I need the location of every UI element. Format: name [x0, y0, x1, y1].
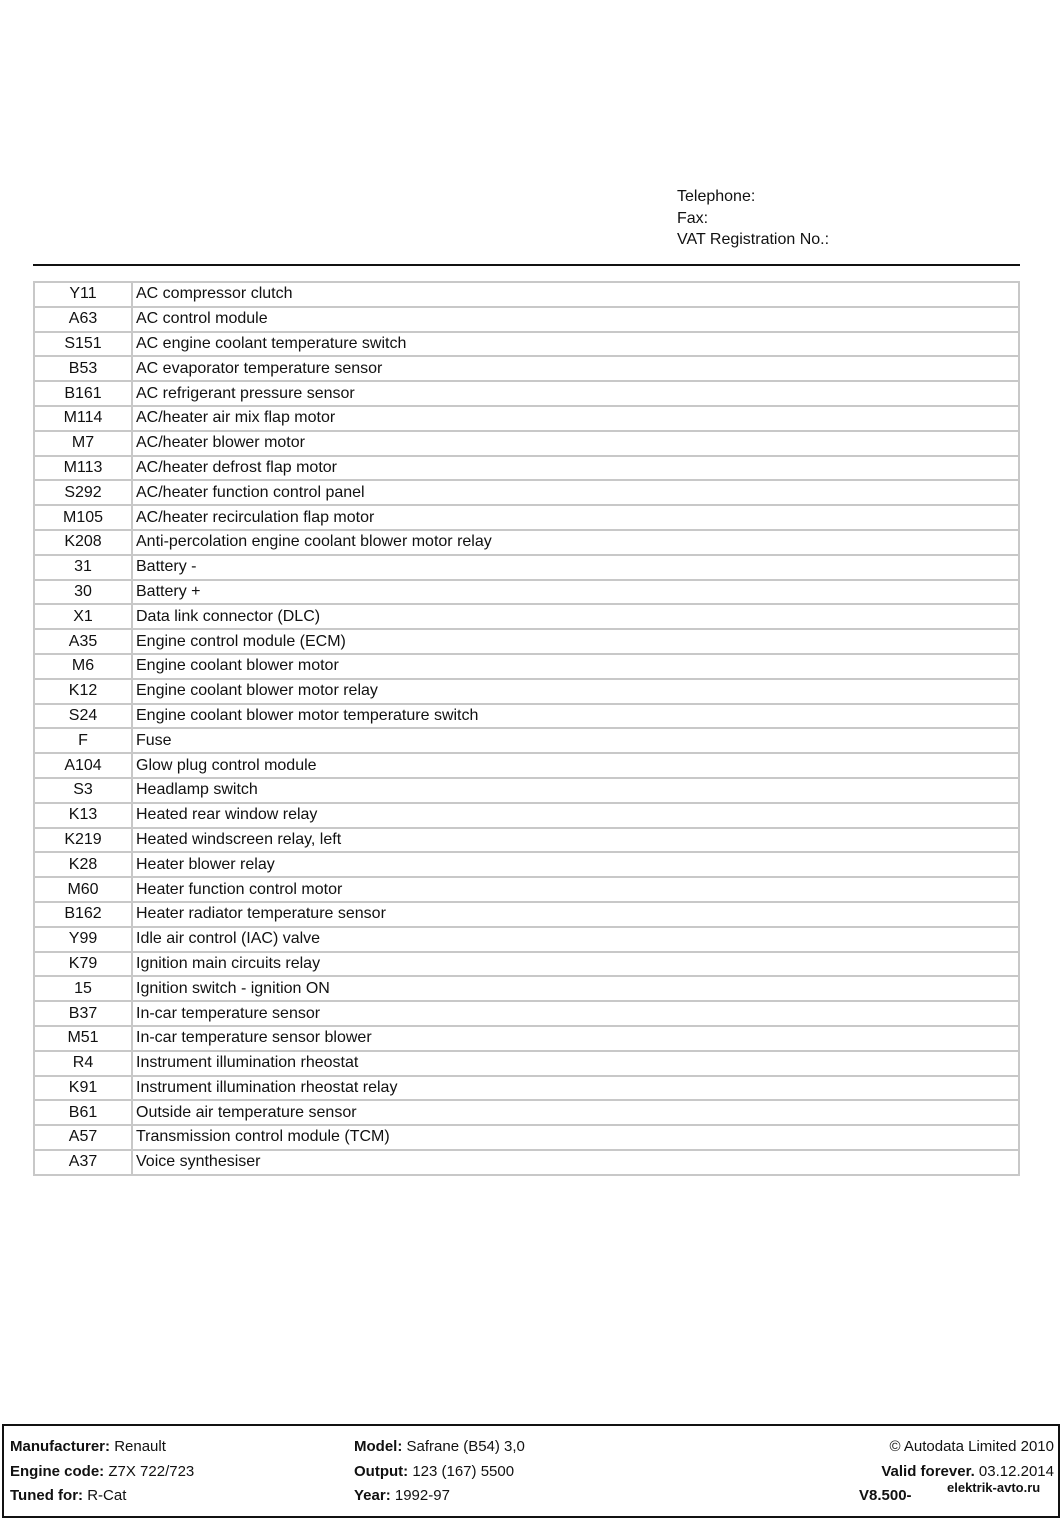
component-code: M105 — [34, 505, 132, 530]
valid-date: 03.12.2014 — [978, 1463, 1054, 1480]
legend-row — [34, 356, 1019, 381]
component-code: A37 — [34, 1150, 132, 1175]
year-value: 1992-97 — [394, 1487, 450, 1504]
component-code: B61 — [34, 1100, 132, 1125]
component-code: R4 — [34, 1051, 132, 1076]
model-line — [354, 1438, 525, 1455]
legend-row — [34, 505, 1019, 530]
component-code: S151 — [34, 332, 132, 357]
component-description: Heater blower relay — [132, 852, 1019, 877]
telephone-label: Telephone: — [677, 188, 756, 205]
legend-row — [34, 629, 1019, 654]
component-description: Engine control module (ECM) — [132, 629, 1019, 654]
component-code: S24 — [34, 704, 132, 729]
component-code: M60 — [34, 877, 132, 902]
component-description: Glow plug control module — [132, 753, 1019, 778]
site-watermark: elektrik-avto.ru — [947, 1480, 1041, 1495]
model-label: Model: — [354, 1438, 403, 1455]
component-code: K91 — [34, 1076, 132, 1101]
tuned-for-line — [10, 1487, 126, 1504]
component-description: Battery + — [132, 580, 1019, 605]
legend-row — [34, 332, 1019, 357]
contact-block — [677, 186, 829, 251]
tuned-for-value: R-Cat — [87, 1487, 127, 1504]
engine-code-value: Z7X 722/723 — [108, 1463, 195, 1480]
legend-row — [34, 803, 1019, 828]
component-code: K28 — [34, 852, 132, 877]
component-description: Ignition switch - ignition ON — [132, 976, 1019, 1001]
component-description: Anti-percolation engine coolant blower motor relay — [132, 530, 1019, 555]
copyright-line — [889, 1438, 1054, 1455]
component-code: B162 — [34, 902, 132, 927]
engine-code-label: Engine code: — [10, 1463, 105, 1480]
component-code: X1 — [34, 604, 132, 629]
year-label: Year: — [354, 1487, 391, 1504]
manufacturer-line — [10, 1438, 166, 1455]
component-description: AC refrigerant pressure sensor — [132, 381, 1019, 406]
legend-row — [34, 679, 1019, 704]
component-code: K13 — [34, 803, 132, 828]
component-description: Voice synthesiser — [132, 1150, 1019, 1175]
component-code: F — [34, 728, 132, 753]
legend-row — [34, 604, 1019, 629]
legend-row — [34, 654, 1019, 679]
legend-row — [34, 307, 1019, 332]
legend-row — [34, 480, 1019, 505]
legend-row — [34, 1150, 1019, 1175]
legend-row — [34, 1051, 1019, 1076]
component-code: K208 — [34, 530, 132, 555]
component-code: M51 — [34, 1026, 132, 1051]
component-description: Engine coolant blower motor — [132, 654, 1019, 679]
component-description: Headlamp switch — [132, 778, 1019, 803]
component-description: Heated rear window relay — [132, 803, 1019, 828]
component-code: 15 — [34, 976, 132, 1001]
component-description: AC compressor clutch — [132, 282, 1019, 307]
fax-label: Fax: — [677, 209, 709, 227]
legend-row — [34, 704, 1019, 729]
legend-row — [34, 555, 1019, 580]
legend-row — [34, 1026, 1019, 1051]
legend-row — [34, 828, 1019, 853]
component-description: In-car temperature sensor blower — [132, 1026, 1019, 1051]
component-code: Y11 — [34, 282, 132, 307]
valid-line — [881, 1463, 1054, 1480]
legend-row — [34, 852, 1019, 877]
component-code: A35 — [34, 629, 132, 654]
component-description: AC/heater blower motor — [132, 431, 1019, 456]
component-code: M6 — [34, 654, 132, 679]
legend-row — [34, 927, 1019, 952]
legend-row — [34, 902, 1019, 927]
component-legend-table — [33, 281, 1020, 1176]
engine-code-line — [10, 1463, 194, 1480]
component-code: S292 — [34, 480, 132, 505]
vat-registration-label: VAT Registration No.: — [677, 231, 830, 248]
version-label: V8.500- — [859, 1487, 912, 1504]
component-description: AC engine coolant temperature switch — [132, 332, 1019, 357]
component-code: K79 — [34, 952, 132, 977]
manufacturer-value: Renault — [114, 1438, 166, 1455]
legend-row — [34, 431, 1019, 456]
year-line — [354, 1487, 450, 1504]
component-code: B37 — [34, 1001, 132, 1026]
tuned-for-label: Tuned for: — [10, 1487, 84, 1504]
legend-row — [34, 282, 1019, 307]
component-description: AC control module — [132, 307, 1019, 332]
legend-row — [34, 1100, 1019, 1125]
component-description: AC/heater function control panel — [132, 480, 1019, 505]
legend-row — [34, 1076, 1019, 1101]
legend-row — [34, 456, 1019, 481]
legend-row — [34, 877, 1019, 902]
legend-row — [34, 381, 1019, 406]
component-code: K219 — [34, 828, 132, 853]
legend-row — [34, 952, 1019, 977]
legend-row — [34, 728, 1019, 753]
component-description: In-car temperature sensor — [132, 1001, 1019, 1026]
output-label: Output: — [354, 1463, 409, 1480]
component-description: AC evaporator temperature sensor — [132, 356, 1019, 381]
model-value: Safrane (B54) 3,0 — [406, 1438, 525, 1455]
component-description: Transmission control module (TCM) — [132, 1125, 1019, 1150]
copyright-text: © Autodata Limited 2010 — [889, 1438, 1054, 1455]
component-code: M114 — [34, 406, 132, 431]
component-description: Engine coolant blower motor temperature switch — [132, 704, 1019, 729]
component-description: AC/heater air mix flap motor — [132, 406, 1019, 431]
component-code: 31 — [34, 555, 132, 580]
component-description: Engine coolant blower motor relay — [132, 679, 1019, 704]
legend-row — [34, 530, 1019, 555]
component-code: A57 — [34, 1125, 132, 1150]
version-line — [859, 1487, 912, 1504]
component-code: A63 — [34, 307, 132, 332]
footer-info-box — [2, 1424, 1060, 1518]
component-description: AC/heater defrost flap motor — [132, 456, 1019, 481]
component-description: Heater function control motor — [132, 877, 1019, 902]
component-code: B161 — [34, 381, 132, 406]
component-code: M113 — [34, 456, 132, 481]
component-description: Instrument illumination rheostat relay — [132, 1076, 1019, 1101]
component-code: K12 — [34, 679, 132, 704]
component-code: S3 — [34, 778, 132, 803]
component-description: Heated windscreen relay, left — [132, 828, 1019, 853]
legend-row — [34, 976, 1019, 1001]
legend-row — [34, 580, 1019, 605]
component-description: Ignition main circuits relay — [132, 952, 1019, 977]
component-description: Data link connector (DLC) — [132, 604, 1019, 629]
legend-row — [34, 753, 1019, 778]
component-description: AC/heater recirculation flap motor — [132, 505, 1019, 530]
output-line — [354, 1463, 514, 1480]
legend-body — [34, 282, 1019, 1175]
output-value: 123 (167) 5500 — [412, 1463, 515, 1480]
component-description: Battery - — [132, 555, 1019, 580]
component-code: Y99 — [34, 927, 132, 952]
legend-row — [34, 406, 1019, 431]
component-description: Fuse — [132, 728, 1019, 753]
component-code: M7 — [34, 431, 132, 456]
valid-label: Valid forever. — [881, 1463, 975, 1480]
component-description: Heater radiator temperature sensor — [132, 902, 1019, 927]
legend-row — [34, 778, 1019, 803]
legend-row — [34, 1001, 1019, 1026]
component-code: 30 — [34, 580, 132, 605]
component-code: A104 — [34, 753, 132, 778]
legend-row — [34, 1125, 1019, 1150]
component-description: Idle air control (IAC) valve — [132, 927, 1019, 952]
component-code: B53 — [34, 356, 132, 381]
header-divider — [33, 264, 1020, 266]
component-description: Outside air temperature sensor — [132, 1100, 1019, 1125]
component-description: Instrument illumination rheostat — [132, 1051, 1019, 1076]
manufacturer-label: Manufacturer: — [10, 1438, 111, 1455]
